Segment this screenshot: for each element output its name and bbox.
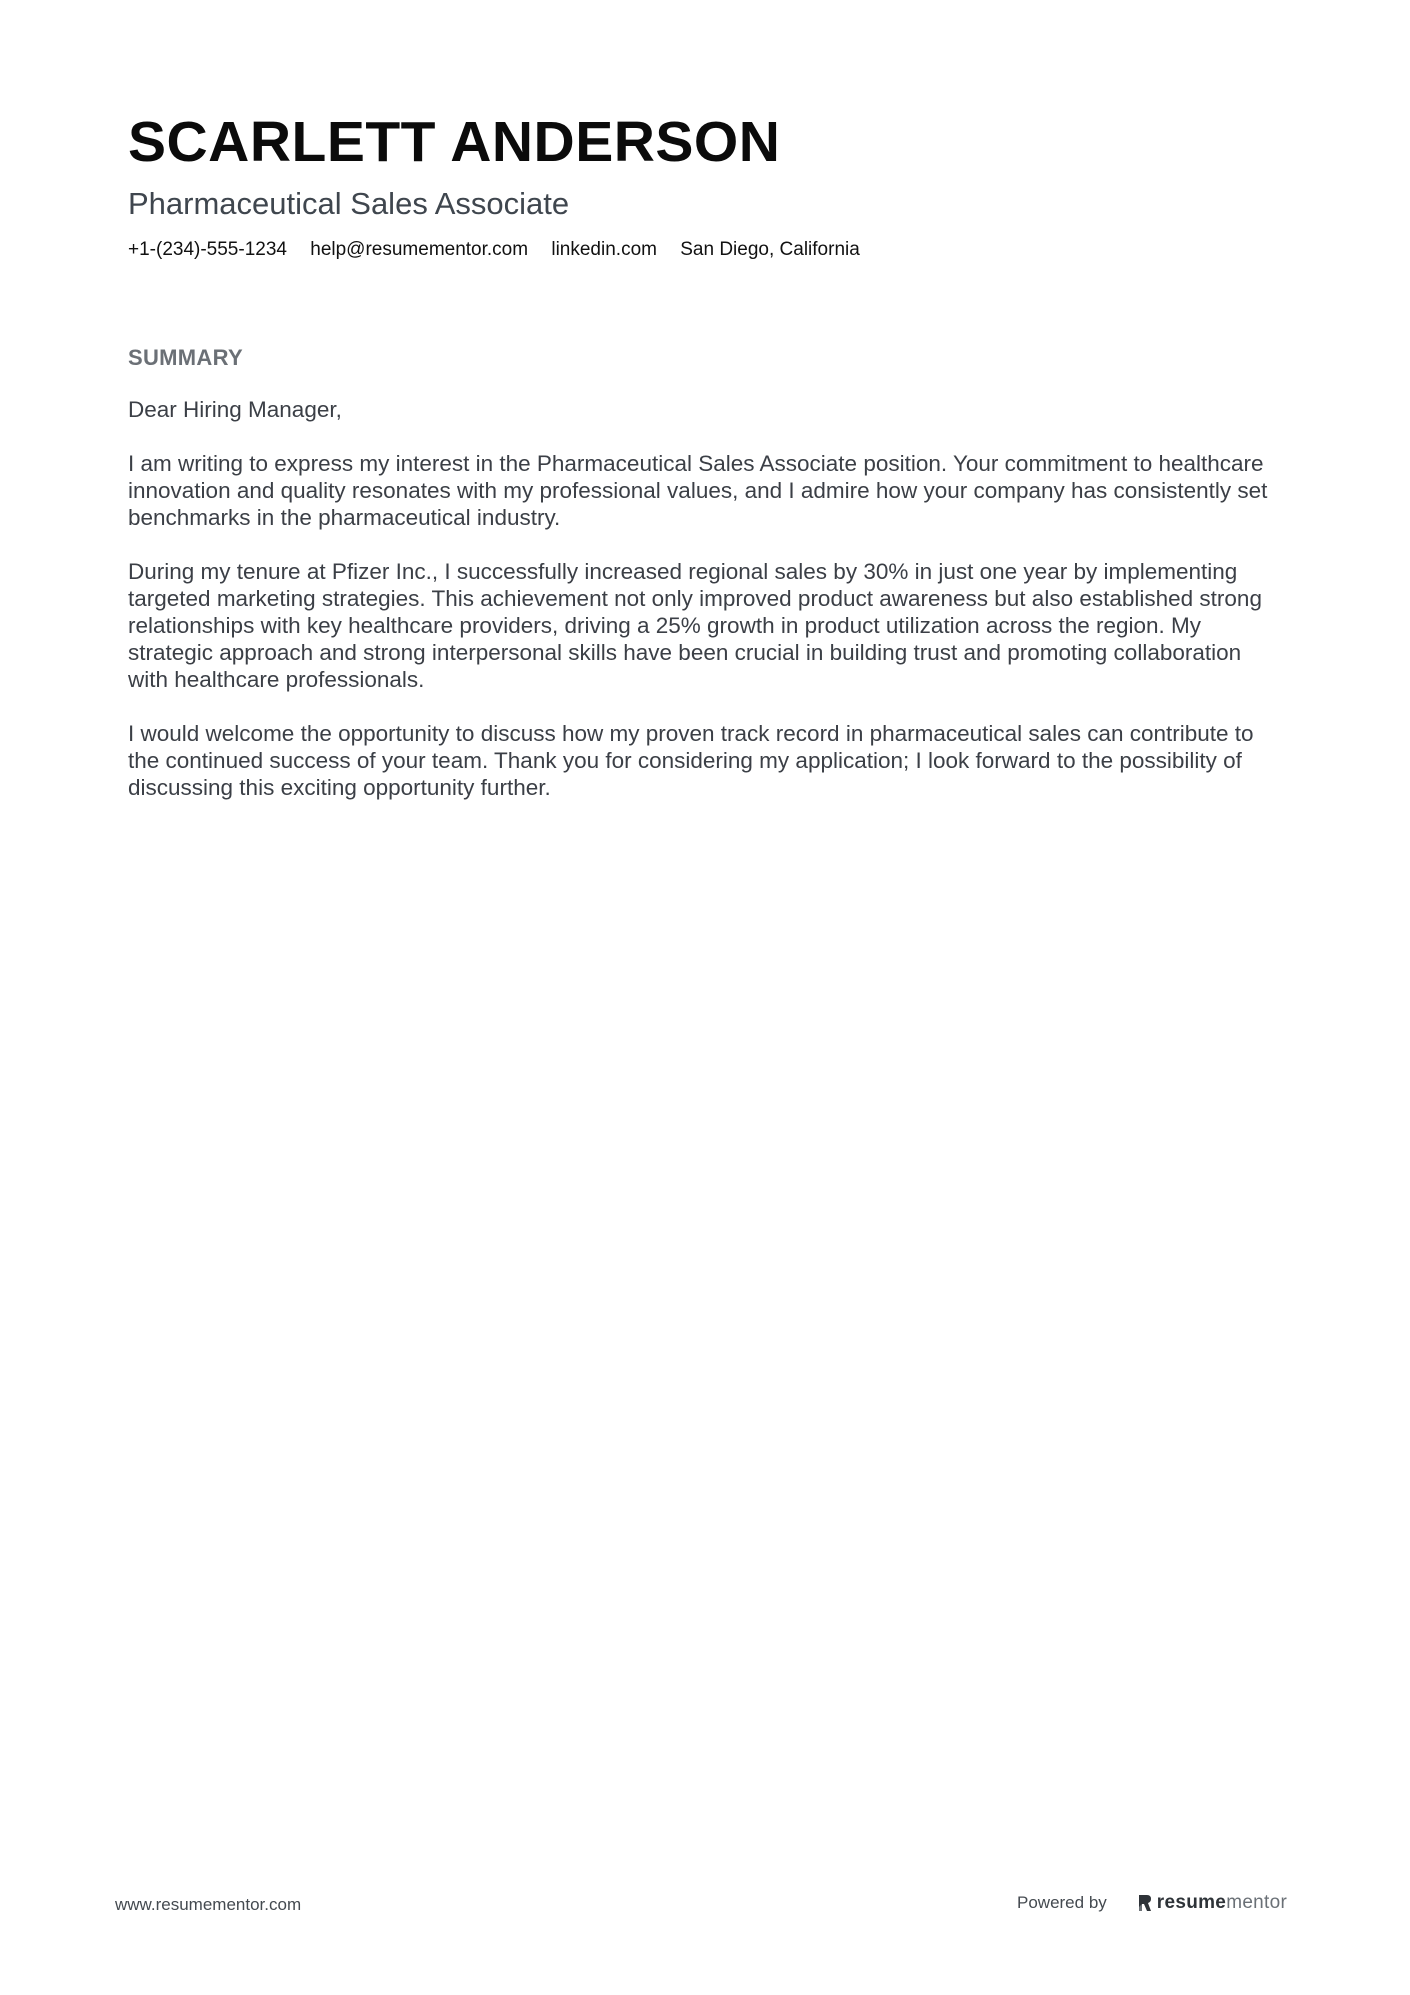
resumementor-logo-icon	[1137, 1893, 1153, 1913]
contact-email[interactable]: help@resumementor.com	[310, 239, 529, 260]
letter-body	[128, 396, 1278, 801]
job-title: Pharmaceutical Sales Associate	[128, 186, 570, 221]
summary-section	[128, 344, 1278, 828]
footer-website[interactable]: www.resumementor.com	[115, 1895, 302, 1914]
brand-name[interactable]: resumementor	[1156, 1892, 1288, 1913]
footer-branding	[1017, 1888, 1287, 1918]
powered-by-label: Powered by	[1017, 1893, 1107, 1912]
salutation: Dear Hiring Manager,	[128, 397, 342, 422]
letter-paragraph: During my tenure at Pfizer Inc., I successfully increased regional sales by 30% in just one year by implementing targeted marketing strategies. This achievement not only improved product awareness but also established strong relationships with key healthcare providers, driving a 25% growth in product utilization across the region. My strategic approach and strong interpersonal skills have been crucial in building trust and promoting collaboration with healthcare professionals.	[128, 559, 1262, 692]
contact-location: San Diego, California	[680, 239, 860, 260]
letter-paragraph: I am writing to express my interest in the Pharmaceutical Sales Associate position. Your commitment to healthcare innovation and quality resonates with my professional values, and I admire how your company has consistently set benchmarks in the pharmaceutical industry.	[128, 451, 1268, 530]
contact-linkedin[interactable]: linkedin.com	[551, 239, 657, 260]
candidate-name: SCARLETT ANDERSON	[128, 110, 781, 174]
contact-info	[128, 238, 1288, 262]
section-title: SUMMARY	[128, 345, 243, 370]
contact-phone: +1-(234)-555-1234	[128, 239, 287, 260]
letter-paragraph: I would welcome the opportunity to discuss how my proven track record in pharmaceutical sales can contribute to the continued success of your team. Thank you for considering my application; I look forward to the possibility of discussing this exciting opportunity further.	[128, 721, 1254, 800]
header	[128, 108, 1288, 262]
